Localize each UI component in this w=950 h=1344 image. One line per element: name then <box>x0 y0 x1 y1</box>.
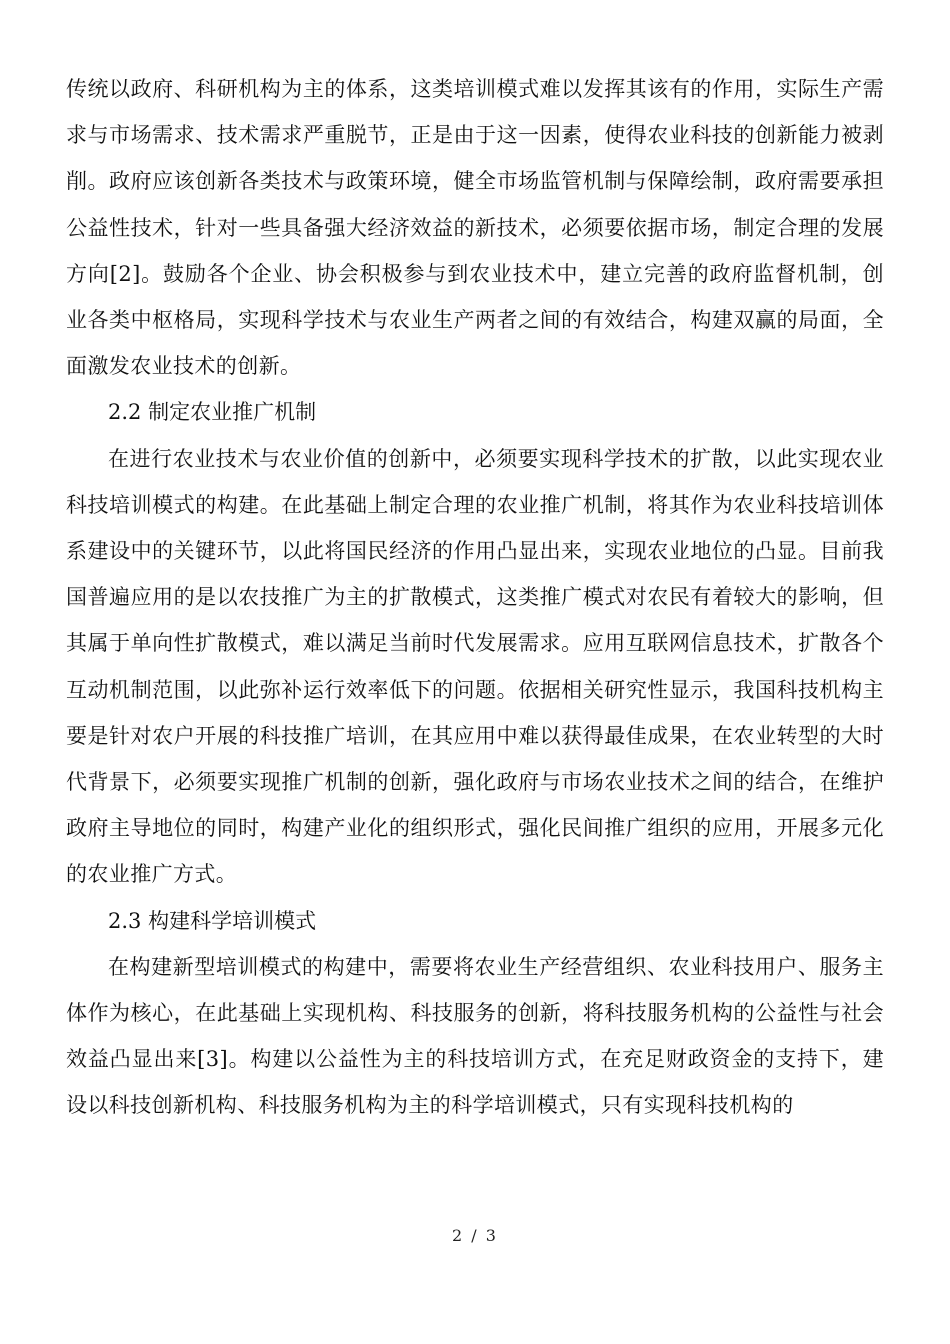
paragraph-promotion-mechanism: 在进行农业技术与农业价值的创新中，必须要实现科学技术的扩散，以此实现农业科技培训模式的构建。在此基础上制定合理的农业推广机制，将其作为农业科技培训体系建设中的关键环节，以此将国民经济的作用凸显出来，实现农业地位的凸显。目前我国普遍应用的是以农技推广为主的扩散模式，这类推广模式对农民有着较大的影响，但其属于单向性扩散模式，难以满足当前时代发展需求。应用互联网信息技术，扩散各个互动机制范围，以此弥补运行效率低下的问题。依据相关研究性显示，我国科技机构主要是针对农户开展的科技推广培训，在其应用中难以获得最佳成果，在农业转型的大时代背景下，必须要实现推广机制的创新，强化政府与市场农业技术之间的结合，在维护政府主导地位的同时，构建产业化的组织形式，强化民间推广组织的应用，开展多元化的农业推广方式。 <box>66 446 884 887</box>
paragraph-continued: 传统以政府、科研机构为主的体系，这类培训模式难以发挥其该有的作用，实际生产需求与市场需求、技术需求严重脱节，正是由于这一因素，使得农业科技的创新能力被剥削。政府应该创新各类技术与政策环境，健全市场监管机制与保障绘制，政府需要承担公益性技术，针对一些具备强大经济效益的新技术，必须要依据市场，制定合理的发展方向[2]。鼓励各个企业、协会积极参与到农业技术中，建立完善的政府监督机制，创业各类中枢格局，实现科学技术与农业生产两者之间的有效结合，构建双赢的局面，全面激发农业技术的创新。 <box>66 77 884 379</box>
section-heading-2-3: 2.3 构建科学培训模式 <box>108 908 317 933</box>
paragraph-training-model: 在构建新型培训模式的构建中，需要将农业生产经营组织、农业科技用户、服务主体作为核心，在此基础上实现机构、科技服务的创新，将科技服务机构的公益性与社会效益凸显出来[3]。构建以公益性为主的科技培训方式，在充足财政资金的支持下，建设以科技创新机构、科技服务机构为主的科学培训模式，只有实现科技机构的 <box>66 954 884 1118</box>
page-number: 2 / 3 <box>452 1226 498 1245</box>
section-heading-2-2: 2.2 制定农业推广机制 <box>108 400 317 425</box>
document-body <box>66 66 884 1129</box>
